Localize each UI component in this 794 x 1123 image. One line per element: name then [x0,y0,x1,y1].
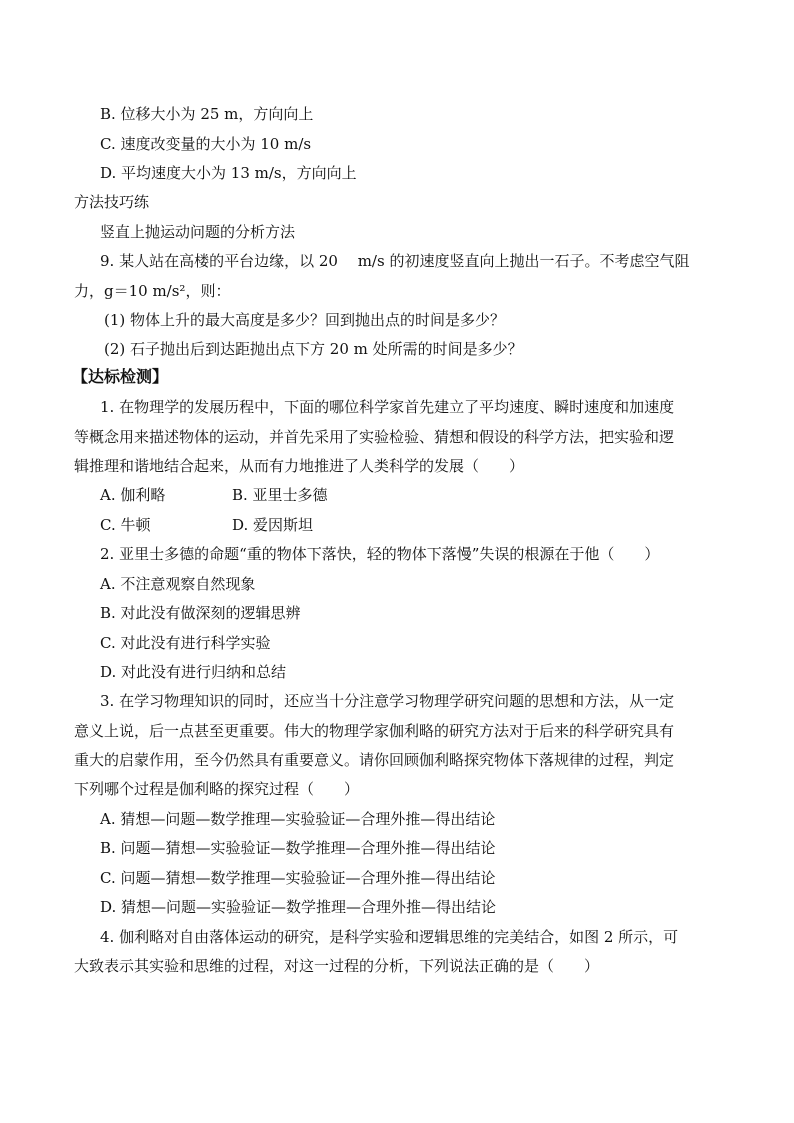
question-1-option-a: A. 伽利略 [100,486,166,504]
question-3-line-1: 3. 在学习物理知识的同时，还应当十分注意学习物理学研究问题的思想和方法，从一定 [100,692,675,710]
question-2-line-1: 2. 亚里士多德的命题“重的物体下落快，轻的物体下落慢”失误的根源在于他（ ） [100,545,660,563]
question-3-option-a: A. 猜想—问题—数学推理—实验验证—合理外推—得出结论 [100,810,496,828]
prev-option-b: B. 位移大小为 25 m，方向向上 [100,105,314,123]
prev-option-d: D. 平均速度大小为 13 m/s，方向向上 [100,164,357,182]
question-4-line-1: 4. 伽利略对自由落体运动的研究，是科学实验和逻辑思维的完美结合，如图 2 所示，可 [100,928,679,946]
question-1-line-1: 1. 在物理学的发展历程中，下面的哪位科学家首先建立了平均速度、瞬时速度和加速度 [100,398,675,416]
method-subtitle: 竖直上抛运动问题的分析方法 [100,223,296,241]
question-3-option-d: D. 猜想—问题—实验验证—数学推理—合理外推—得出结论 [100,898,497,916]
question-3-option-b: B. 问题—猜想—实验验证—数学推理—合理外推—得出结论 [100,839,496,857]
question-9-part-1: (1) 物体上升的最大高度是多少？回到抛出点的时间是多少？ [104,311,506,329]
question-2-option-d: D. 对此没有进行归纳和总结 [100,663,287,681]
question-9-line-2: 力，g＝10 m/s²，则： [74,282,231,300]
question-1-line-3: 辑推理和谐地结合起来，从而有力地推进了人类科学的发展（ ） [74,457,525,475]
question-3-line-2: 意义上说，后一点甚至更重要。伟大的物理学家伽利略的研究方法对于后来的科学研究具有 [74,722,675,740]
test-section-title: 【达标检测】 [72,367,169,386]
question-2-option-c: C. 对此没有进行科学实验 [100,634,271,652]
question-1-option-b: B. 亚里士多德 [232,486,328,504]
question-3-option-c: C. 问题—猜想—数学推理—实验验证—合理外推—得出结论 [100,869,496,887]
question-2-option-a: A. 不注意观察自然现象 [100,575,256,593]
question-9-line-1: 9. 某人站在高楼的平台边缘，以 20 m/s 的初速度竖直向上抛出一石子。不考虑空气阻 [100,252,690,270]
question-3-line-4: 下列哪个过程是伽利略的探究过程（ ） [74,780,360,798]
prev-option-c: C. 速度改变量的大小为 10 m/s [100,135,312,153]
question-1-option-d: D. 爱因斯坦 [232,516,314,534]
question-9-part-2: (2) 石子抛出后到达距抛出点下方 20 m 处所需的时间是多少？ [104,340,523,358]
method-section-title: 方法技巧练 [74,193,150,211]
question-2-option-b: B. 对此没有做深刻的逻辑思辨 [100,604,301,622]
question-1-option-c: C. 牛顿 [100,516,151,534]
question-1-line-2: 等概念用来描述物体的运动，并首先采用了实验检验、猜想和假设的科学方法，把实验和逻 [74,428,675,446]
question-4-line-2: 大致表示其实验和思维的过程，对这一过程的分析，下列说法正确的是（ ） [74,957,600,975]
question-3-line-3: 重大的启蒙作用，至今仍然具有重要意义。请你回顾伽利略探究物体下落规律的过程，判定 [74,751,675,769]
